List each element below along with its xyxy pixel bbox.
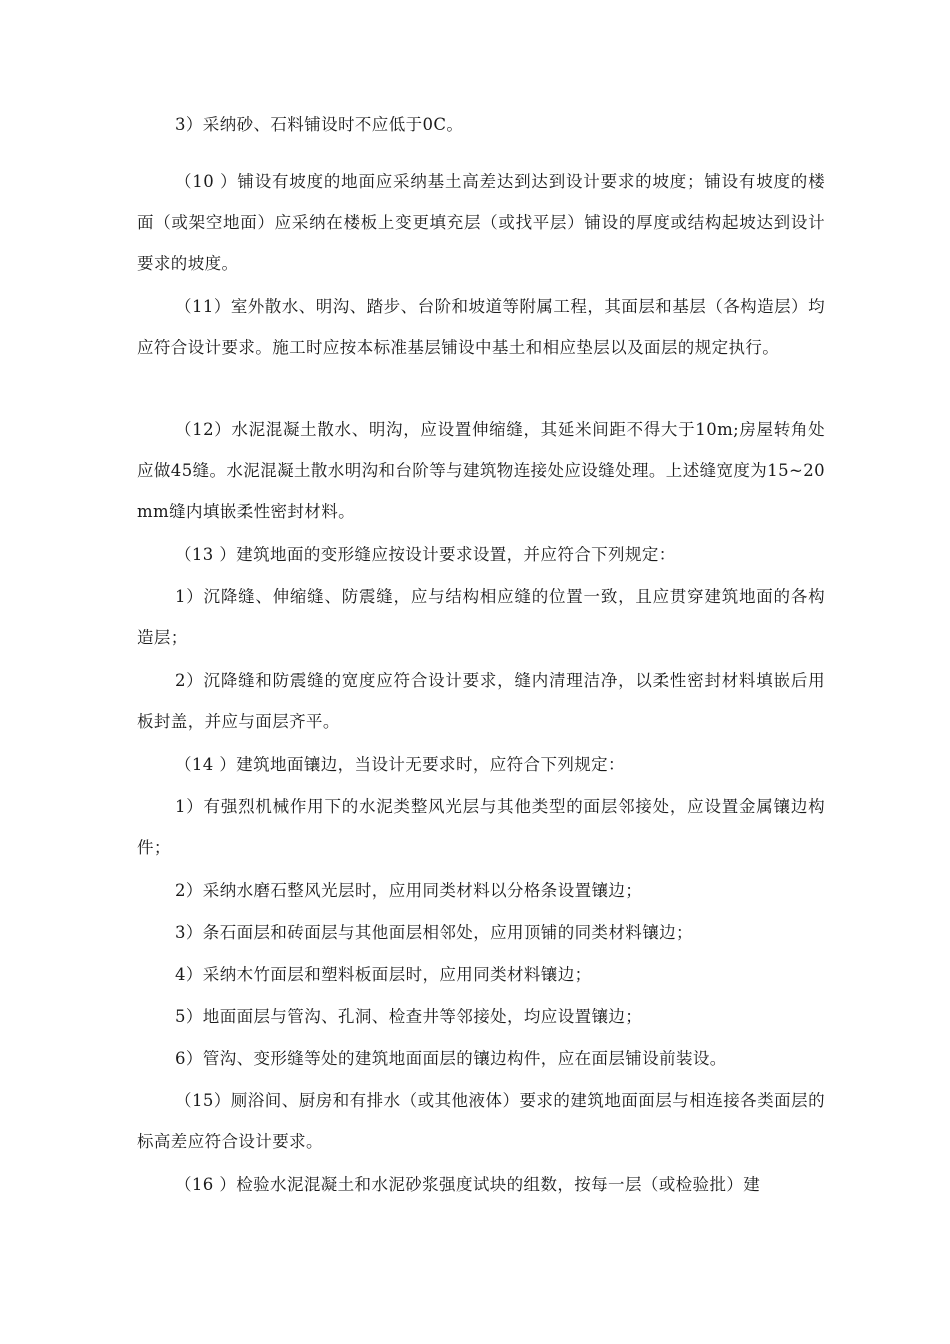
paragraph-13-item-2: 2）沉降缝和防震缝的宽度应符合设计要求，缝内清理洁净，以柔性密封材料填嵌后用板封盖，并应与面层齐平。 <box>137 671 825 731</box>
paragraph-14-item-1: 1）有强烈机械作用下的水泥类整风光层与其他类型的面层邻接处，应设置金属镶边构件； <box>137 797 825 857</box>
paragraph-14-edging: （14 ）建筑地面镶边，当设计无要求时，应符合下列规定： <box>175 755 625 774</box>
paragraph-15-wet-rooms: （15）厕浴间、厨房和有排水（或其他液体）要求的建筑地面面层与相连接各类面层的标高差应符合设计要求。 <box>137 1091 825 1151</box>
paragraph-11-outdoor-works: （11）室外散水、明沟、踏步、台阶和坡道等附属工程，其面层和基层（各构造层）均应符合设计要求。施工时应按本标准基层铺设中基土和相应垫层以及面层的规定执行。 <box>137 297 825 357</box>
paragraph-14-item-5: 5）地面面层与管沟、孔洞、检查井等邻接处，均应设置镶边； <box>175 1007 643 1026</box>
paragraph-12-expansion-joints: （12）水泥混凝土散水、明沟，应设置伸缩缝，其延米间距不得大于10m;房屋转角处应做45缝。水泥混凝土散水明沟和台阶等与建筑物连接处应设缝处理。上述缝宽度为15~20mm缝内填嵌柔性密封材料。 <box>137 420 826 521</box>
paragraph-13-deformation-joints: （13 ）建筑地面的变形缝应按设计要求设置，并应符合下列规定： <box>175 545 676 564</box>
paragraph-item-3-sand-stone: 3）采纳砂、石料铺设时不应低于0C。 <box>175 115 464 134</box>
paragraph-14-item-6: 6）管沟、变形缝等处的建筑地面面层的镶边构件，应在面层铺设前装设。 <box>175 1049 727 1068</box>
paragraph-13-item-1: 1）沉降缝、伸缩缝、防震缝，应与结构相应缝的位置一致，且应贯穿建筑地面的各构造层； <box>137 587 825 647</box>
paragraph-14-item-2: 2）采纳水磨石整风光层时，应用同类材料以分格条设置镶边； <box>175 881 643 900</box>
paragraph-14-item-4: 4）采纳木竹面层和塑料板面层时，应用同类材料镶边； <box>175 965 592 984</box>
paragraph-14-item-3: 3）条石面层和砖面层与其他面层相邻处，应用顶铺的同类材料镶边； <box>175 923 693 942</box>
paragraph-10-slope: （10 ）铺设有坡度的地面应采纳基土高差达到达到设计要求的坡度；铺设有坡度的楼面（或架空地面）应采纳在楼板上变更填充层（或找平层）铺设的厚度或结构起坡达到设计要求的坡度。 <box>137 172 825 273</box>
paragraph-16-test-blocks: （16 ）检验水泥混凝土和水泥砂浆强度试块的组数，按每一层（或检验批）建 <box>175 1175 761 1194</box>
